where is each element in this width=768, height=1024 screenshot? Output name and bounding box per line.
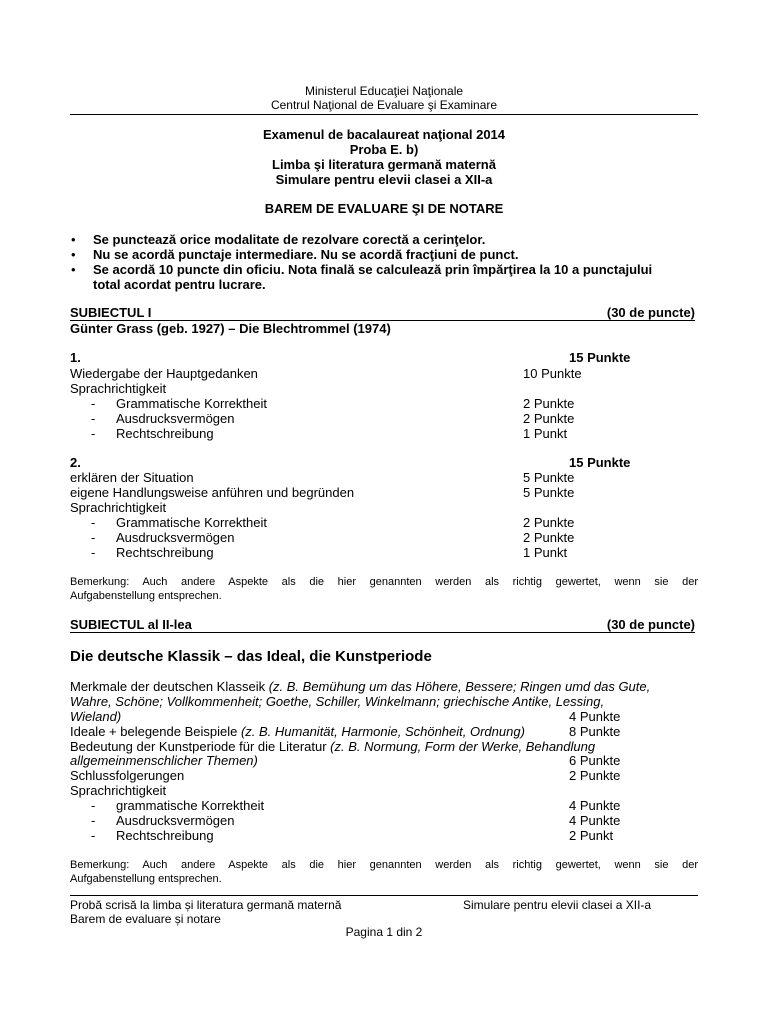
criterion-examples: (z. B. Normung, Form der Werke, Behandlung [330, 739, 596, 754]
exam-audience: Simulare pentru elevii clasei a XII-a [275, 172, 493, 187]
subject-1-title: SUBIECTUL I [70, 305, 152, 320]
criterion-points: 4 Punkte [569, 709, 621, 724]
barem-title: BAREM DE EVALUARE ŞI DE NOTARE [264, 201, 504, 216]
criterion-examples-continued: Wahre, Schöne; Vollkommenheit; Goethe, Schiller, Winkelmann; griechische Antike, Lessing, [70, 694, 605, 709]
subject-1-points: (30 de puncte) [606, 305, 695, 320]
page-number: Pagina 1 din 2 [345, 925, 423, 939]
criterion-points: 5 Punkte [523, 485, 575, 500]
criterion-points: 8 Punkte [569, 724, 621, 739]
dash-icon: - [91, 396, 96, 411]
ministry-name: Ministerul Educaţiei Naţionale [304, 84, 464, 98]
subject-1-heading [70, 305, 695, 321]
bullet-icon: • [71, 247, 76, 262]
dash-icon: - [91, 828, 96, 843]
rule-3-continued: total acordat pentru lucrare. [93, 277, 266, 292]
subcriterion-points: 2 Punkte [523, 515, 575, 530]
bullet-icon: • [71, 232, 76, 247]
question-1-number: 1. [70, 350, 81, 365]
criterion-examples-continued: Wieland) [70, 709, 122, 724]
criterion-points: 2 Punkte [569, 768, 621, 783]
criterion-points: 6 Punkte [569, 753, 621, 768]
criterion-line [70, 724, 525, 739]
header-divider [70, 114, 698, 115]
footer-test-name: Probă scrisă la limba și literatura germană maternă [70, 898, 342, 912]
subcriterion-label: Rechtschreibung [116, 545, 214, 560]
dash-icon: - [91, 530, 96, 545]
criterion-label: Sprachrichtigkeit [70, 783, 167, 798]
footer-barem-name: Barem de evaluare și notare [70, 912, 221, 926]
subject-2-remark-continued: Aufgabenstellung entsprechen. [70, 873, 222, 885]
footer-divider [70, 895, 698, 896]
subject-2-points: (30 de puncte) [606, 617, 695, 632]
bullet-icon: • [71, 262, 76, 277]
subcriterion-points: 2 Punkte [523, 396, 575, 411]
subject-2-remark: Bemerkung: Auch andere Aspekte als die hier genannten werden als richtig gewertet, wenn sie der [70, 859, 698, 871]
criterion-examples-continued: allgemeinmenschlicher Themen) [70, 753, 258, 768]
dash-icon: - [91, 813, 96, 828]
dash-icon: - [91, 515, 96, 530]
subcriterion-label: Grammatische Korrektheit [116, 396, 267, 411]
dash-icon: - [91, 426, 96, 441]
criterion-label: Ideale + belegende Beispiele [70, 724, 241, 739]
rule-2: Nu se acordă punctaje intermediare. Nu se acordă fracţiuni de punct. [93, 247, 519, 262]
question-1-total: 15 Punkte [569, 350, 631, 365]
criterion-examples: (z. B. Humanität, Harmonie, Schönheit, Ordnung) [240, 724, 525, 739]
subcriterion-points: 1 Punkt [523, 426, 568, 441]
subject-2-topic: Die deutsche Klassik – das Ideal, die Kunstperiode [70, 648, 432, 665]
criterion-line [70, 679, 650, 694]
criterion-points: 10 Punkte [523, 366, 582, 381]
evaluation-center-name: Centrul Naţional de Evaluare şi Examinare [270, 98, 498, 112]
subcriterion-points: 2 Punkt [569, 828, 614, 843]
subcriterion-label: Ausdrucksvermögen [116, 530, 235, 545]
subcriterion-points: 2 Punkte [523, 530, 575, 545]
subject-1-work: Günter Grass (geb. 1927) – Die Blechtrommel (1974) [70, 321, 391, 336]
subcriterion-points: 4 Punkte [569, 798, 621, 813]
dash-icon: - [91, 411, 96, 426]
footer-audience: Simulare pentru elevii clasei a XII-a [463, 898, 652, 912]
exam-subject: Limba şi literatura germană maternă [272, 157, 496, 172]
subcriterion-label: Rechtschreibung [116, 828, 214, 843]
criterion-line [70, 739, 595, 754]
subcriterion-points: 2 Punkte [523, 411, 575, 426]
subject-2-title: SUBIECTUL al II-lea [70, 617, 192, 632]
criterion-label: Bedeutung der Kunstperiode für die Literatur [70, 739, 331, 754]
exam-test: Proba E. b) [349, 142, 419, 157]
criterion-label: Schlussfolgerungen [70, 768, 185, 783]
subcriterion-points: 4 Punkte [569, 813, 621, 828]
subcriterion-points: 1 Punkt [523, 545, 568, 560]
subject-1-remark: Bemerkung: Auch andere Aspekte als die hier genannten werden als richtig gewertet, wenn sie der [70, 576, 698, 588]
criterion-label: eigene Handlungsweise anführen und begründen [70, 485, 355, 500]
question-2-total: 15 Punkte [569, 455, 631, 470]
criterion-label: Wiedergabe der Hauptgedanken [70, 366, 258, 381]
question-2-number: 2. [70, 455, 81, 470]
subject-2-heading [70, 617, 695, 633]
subcriterion-label: Rechtschreibung [116, 426, 214, 441]
subject-1-remark-continued: Aufgabenstellung entsprechen. [70, 590, 222, 602]
criterion-label: Merkmale der deutschen Klasseik [70, 679, 269, 694]
criterion-examples: (z. B. Bemühung um das Höhere, Bessere; Ringen umd das Gute, [268, 679, 651, 694]
dash-icon: - [91, 545, 96, 560]
criterion-label: Sprachrichtigkeit [70, 381, 167, 396]
subcriterion-label: Grammatische Korrektheit [116, 515, 267, 530]
criterion-points: 5 Punkte [523, 470, 575, 485]
subcriterion-label: Ausdrucksvermögen [116, 813, 235, 828]
criterion-label: Sprachrichtigkeit [70, 500, 167, 515]
subcriterion-label: Ausdrucksvermögen [116, 411, 235, 426]
dash-icon: - [91, 798, 96, 813]
subcriterion-label: grammatische Korrektheit [116, 798, 265, 813]
criterion-label: erklären der Situation [70, 470, 194, 485]
rule-1: Se punctează orice modalitate de rezolvare corectă a cerinţelor. [93, 232, 486, 247]
exam-title: Examenul de bacalaureat naţional 2014 [262, 127, 506, 142]
rule-3: Se acordă 10 puncte din oficiu. Nota finală se calculează prin împărţirea la 10 a punctajului [93, 262, 653, 277]
